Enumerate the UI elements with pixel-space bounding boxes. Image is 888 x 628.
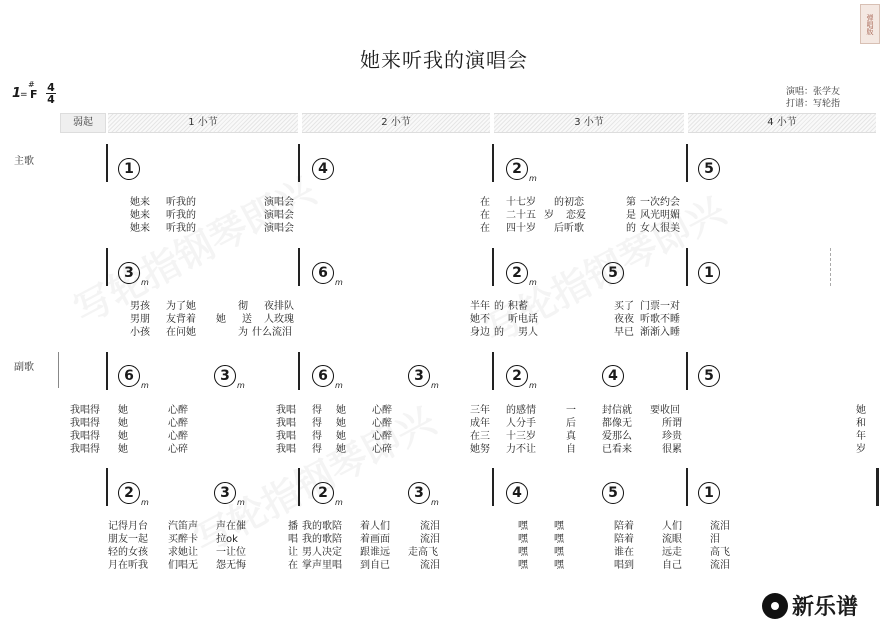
lyric-word: 远走 xyxy=(662,547,682,558)
lyric-word: 在 xyxy=(480,210,490,221)
barline xyxy=(492,468,494,506)
lyric-word: 怨无悔 xyxy=(216,560,246,571)
lyric-word: 心醉 xyxy=(372,431,392,442)
lyric-word: 十三岁 xyxy=(506,431,536,442)
lyric-word: 声在催 xyxy=(216,521,246,532)
chord-symbol: 1 xyxy=(698,479,720,504)
lyric-word: 朋友一起 xyxy=(108,534,148,545)
edition-badge: 弹唱版 xyxy=(860,4,880,44)
chord-symbol: $3_m$ xyxy=(214,479,245,514)
lyric-word: 嘿 xyxy=(554,521,564,532)
lyric-word: 力不让 xyxy=(506,444,536,455)
lyric-word: 后听歌 xyxy=(554,223,584,234)
lyric-word: 要收回 xyxy=(650,405,680,416)
barline xyxy=(298,352,300,390)
lyric-word: 听我的 xyxy=(166,210,196,221)
lyric-word: 她 xyxy=(118,431,128,442)
lyric-word: 她 xyxy=(118,444,128,455)
chord-symbol: 4 xyxy=(602,362,624,387)
lyric-word: 流泪 xyxy=(420,534,440,545)
lyric-word: 她来 xyxy=(130,197,150,208)
lyric-word: 十七岁 xyxy=(506,197,536,208)
lyric-word: 夜夜 xyxy=(614,314,634,325)
section-label-chorus: 副歌 xyxy=(14,362,34,373)
singer-credit: 演唱：张学友 xyxy=(786,87,841,97)
lyric-word: 让 xyxy=(288,547,298,558)
lyric-word: 心醉 xyxy=(372,418,392,429)
lyric-word: 半年 xyxy=(470,301,490,312)
lyric-word: 谁在 xyxy=(614,547,634,558)
lyric-word: 我唱得 xyxy=(70,444,100,455)
chord-symbol: 4 xyxy=(312,155,334,180)
chord-symbol: $2_m$ xyxy=(118,479,149,514)
record-icon xyxy=(762,593,788,619)
lyric-word: 早已 xyxy=(614,327,634,338)
key-equals: = xyxy=(20,90,28,100)
chord-symbol: 4 xyxy=(506,479,528,504)
barline xyxy=(298,468,300,506)
lyric-word: 她来 xyxy=(130,210,150,221)
lyric-word: 掌声里唱 xyxy=(302,560,342,571)
lyric-word: 唱到 xyxy=(614,560,634,571)
lyric-word: 得 xyxy=(312,444,322,455)
lyric-word: 人们 xyxy=(662,521,682,532)
lyric-word: 已看来 xyxy=(602,444,632,455)
lyric-word: 得 xyxy=(312,405,322,416)
lyric-word: 她 xyxy=(118,418,128,429)
site-logo-text: 新乐谱 xyxy=(792,595,859,620)
barline xyxy=(298,144,300,182)
lyric-word: 着画面 xyxy=(360,534,390,545)
lyric-word: 年 xyxy=(856,431,866,442)
lyric-word: 求她让 xyxy=(168,547,198,558)
barline xyxy=(686,248,688,286)
lyric-word: 她 xyxy=(336,418,346,429)
lyric-word: 我唱得 xyxy=(70,431,100,442)
lyric-word: 人玫瑰 xyxy=(264,314,294,325)
lyric-word: 男人 xyxy=(518,327,538,338)
chord-symbol: $2_m$ xyxy=(506,259,537,294)
lyric-word: 的 xyxy=(626,223,636,234)
lyric-word: 一 xyxy=(566,405,576,416)
lyric-word: 我的歌陪 xyxy=(302,534,342,545)
bar-header-3: 3 小节 xyxy=(494,113,684,133)
lyric-word: 流泪 xyxy=(420,521,440,532)
lyric-word: 嘿 xyxy=(554,560,564,571)
lyric-word: 拉ok xyxy=(216,534,238,545)
chord-symbol: $6_m$ xyxy=(118,362,149,397)
lyric-word: 嘿 xyxy=(554,534,564,545)
time-signature xyxy=(46,82,56,105)
lyric-word: 记得月台 xyxy=(108,521,148,532)
barline xyxy=(106,352,108,390)
lyric-word: 很累 xyxy=(662,444,682,455)
lyric-word: 岁 xyxy=(856,444,866,455)
lyric-word: 播 xyxy=(288,521,298,532)
lyric-word: 走高飞 xyxy=(408,547,438,558)
lyric-word: 轻的女孩 xyxy=(108,547,148,558)
lyric-word: 心醉 xyxy=(168,431,188,442)
key-number: 1 xyxy=(12,86,22,101)
lyric-word: 为 xyxy=(238,327,248,338)
chord-symbol: $3_m$ xyxy=(408,479,439,514)
chord-symbol: $6_m$ xyxy=(312,362,343,397)
lyric-word: 演唱会 xyxy=(264,197,294,208)
lyric-word: 是 xyxy=(626,210,636,221)
lyric-word: 我唱得 xyxy=(70,418,100,429)
lyric-word: 流泪 xyxy=(420,560,440,571)
lyric-word: 女人很美 xyxy=(640,223,680,234)
lyric-word: 我唱 xyxy=(276,431,296,442)
chord-symbol: 5 xyxy=(698,155,720,180)
lyric-word: 一让位 xyxy=(216,547,246,558)
dashed-barline xyxy=(830,248,831,286)
lyric-word: 嘿 xyxy=(518,560,528,571)
lyric-word: 演唱会 xyxy=(264,210,294,221)
barline xyxy=(686,468,688,506)
arranger-credit: 打谱：写轮指 xyxy=(786,99,841,109)
song-title: 她来听我的演唱会 xyxy=(360,48,528,72)
pickup-barline xyxy=(58,352,59,388)
lyric-word: 心醉 xyxy=(168,405,188,416)
lyric-word: 心碎 xyxy=(168,444,188,455)
lyric-word: 心醉 xyxy=(372,405,392,416)
lyric-word: 汽笛声 xyxy=(168,521,198,532)
lyric-word: 她不 xyxy=(470,314,490,325)
lyric-word: 我的歌陪 xyxy=(302,521,342,532)
lyric-word: 门票一对 xyxy=(640,301,680,312)
lyric-word: 我唱 xyxy=(276,418,296,429)
barline xyxy=(686,352,688,390)
chord-symbol: 5 xyxy=(698,362,720,387)
barline xyxy=(106,144,108,182)
lyric-word: 高飞 xyxy=(710,547,730,558)
lyric-word: 在 xyxy=(288,560,298,571)
bar-header-1: 1 小节 xyxy=(108,113,298,133)
lyric-word: 四十岁 xyxy=(506,223,536,234)
barline xyxy=(492,144,494,182)
lyric-word: 得 xyxy=(312,431,322,442)
barline xyxy=(686,144,688,182)
lyric-word: 听我的 xyxy=(166,223,196,234)
lyric-word: 她 xyxy=(336,444,346,455)
lyric-word: 嘿 xyxy=(518,547,528,558)
key-sharp: # xyxy=(28,80,35,89)
lyric-word: 她 xyxy=(118,405,128,416)
lyric-word: 她 xyxy=(336,405,346,416)
chord-symbol: $6_m$ xyxy=(312,259,343,294)
lyric-word: 在问她 xyxy=(166,327,196,338)
lyric-word: 的初恋 xyxy=(554,197,584,208)
chord-symbol: 5 xyxy=(602,259,624,284)
lyric-word: 送 xyxy=(242,314,252,325)
bar-header-2: 2 小节 xyxy=(302,113,490,133)
barline xyxy=(106,468,108,506)
barline xyxy=(106,248,108,286)
lyric-word: 心醉 xyxy=(168,418,188,429)
chord-symbol: $3_m$ xyxy=(214,362,245,397)
lyric-word: 泪 xyxy=(710,534,720,545)
lyric-word: 嘿 xyxy=(518,534,528,545)
lyric-word: 唱 xyxy=(288,534,298,545)
site-logo[interactable] xyxy=(762,590,858,621)
lyric-word: 她 xyxy=(856,405,866,416)
lyric-word: 渐渐入睡 xyxy=(640,327,680,338)
lyric-word: 第 xyxy=(626,197,636,208)
lyric-word: 积蓄 xyxy=(508,301,528,312)
lyric-word: 的 xyxy=(494,301,504,312)
time-signature-top: 4 xyxy=(47,81,55,94)
key-note: F xyxy=(30,88,38,101)
chord-symbol: $2_m$ xyxy=(312,479,343,514)
chord-symbol: 1 xyxy=(698,259,720,284)
barline xyxy=(492,248,494,286)
lyric-word: 岁 xyxy=(544,210,554,221)
lyric-word: 珍贵 xyxy=(662,431,682,442)
lyric-word: 她努 xyxy=(470,444,490,455)
lyric-word: 人分手 xyxy=(506,418,536,429)
chord-symbol: $2_m$ xyxy=(506,155,537,190)
lyric-word: 恋爱 xyxy=(566,210,586,221)
end-barline xyxy=(876,468,879,506)
chord-symbol: 5 xyxy=(602,479,624,504)
lyric-word: 买醉卡 xyxy=(168,534,198,545)
chord-symbol: 1 xyxy=(118,155,140,180)
lyric-word: 陪着 xyxy=(614,521,634,532)
lyric-word: 们唱无 xyxy=(168,560,198,571)
lyric-word: 二十五 xyxy=(506,210,536,221)
lyric-word: 陪着 xyxy=(614,534,634,545)
lyric-word: 在三 xyxy=(470,431,490,442)
lyric-word: 什么流泪 xyxy=(252,327,292,338)
lyric-word: 流泪 xyxy=(710,521,730,532)
bar-header-4: 4 小节 xyxy=(688,113,876,133)
lyric-word: 真 xyxy=(566,431,576,442)
lyric-word: 男朋 xyxy=(130,314,150,325)
section-label-verse: 主歌 xyxy=(14,156,34,167)
lyric-word: 她 xyxy=(216,314,226,325)
lyric-word: 夜排队 xyxy=(264,301,294,312)
lyric-word: 和 xyxy=(856,418,866,429)
lyric-word: 演唱会 xyxy=(264,223,294,234)
chord-symbol: $2_m$ xyxy=(506,362,537,397)
lyric-word: 所谓 xyxy=(662,418,682,429)
lyric-word: 风光明媚 xyxy=(640,210,680,221)
lyric-word: 她来 xyxy=(130,223,150,234)
lyric-word: 月在听我 xyxy=(108,560,148,571)
lyric-word: 的 xyxy=(494,327,504,338)
lyric-word: 在 xyxy=(480,197,490,208)
barline xyxy=(492,352,494,390)
lyric-word: 封信就 xyxy=(602,405,632,416)
lyric-word: 后 xyxy=(566,418,576,429)
lyric-word: 嘿 xyxy=(554,547,564,558)
lyric-word: 买了 xyxy=(614,301,634,312)
lyric-word: 彻 xyxy=(238,301,248,312)
lyric-word: 跟谁远 xyxy=(360,547,390,558)
lyric-word: 身边 xyxy=(470,327,490,338)
barline xyxy=(298,248,300,286)
chord-symbol: $3_m$ xyxy=(408,362,439,397)
lyric-word: 为了她 xyxy=(166,301,196,312)
lyric-word: 一次约会 xyxy=(640,197,680,208)
lyric-word: 得 xyxy=(312,418,322,429)
lyric-word: 在 xyxy=(480,223,490,234)
lyric-word: 我唱得 xyxy=(70,405,100,416)
lyric-word: 听我的 xyxy=(166,197,196,208)
lyric-word: 爱那么 xyxy=(602,431,632,442)
lyric-word: 心碎 xyxy=(372,444,392,455)
lyric-word: 自 xyxy=(566,444,576,455)
lyric-word: 流眼 xyxy=(662,534,682,545)
time-signature-bottom: 4 xyxy=(47,93,55,106)
lyric-word: 听歌不睡 xyxy=(640,314,680,325)
lyric-word: 成年 xyxy=(470,418,490,429)
lyric-word: 小孩 xyxy=(130,327,150,338)
lyric-word: 着人们 xyxy=(360,521,390,532)
lyric-word: 的感情 xyxy=(506,405,536,416)
lyric-word: 嘿 xyxy=(518,521,528,532)
lyric-word: 自己 xyxy=(662,560,682,571)
lyric-word: 都像无 xyxy=(602,418,632,429)
lyric-word: 三年 xyxy=(470,405,490,416)
lyric-word: 她 xyxy=(336,431,346,442)
lyric-word: 我唱 xyxy=(276,405,296,416)
lyric-word: 男人决定 xyxy=(302,547,342,558)
lyric-word: 到自已 xyxy=(360,560,390,571)
lyric-word: 听电话 xyxy=(508,314,538,325)
lyric-word: 我唱 xyxy=(276,444,296,455)
lyric-word: 流泪 xyxy=(710,560,730,571)
lyric-word: 男孩 xyxy=(130,301,150,312)
bar-header-pickup: 弱起 xyxy=(60,113,106,133)
chord-symbol: $3_m$ xyxy=(118,259,149,294)
lyric-word: 友背着 xyxy=(166,314,196,325)
